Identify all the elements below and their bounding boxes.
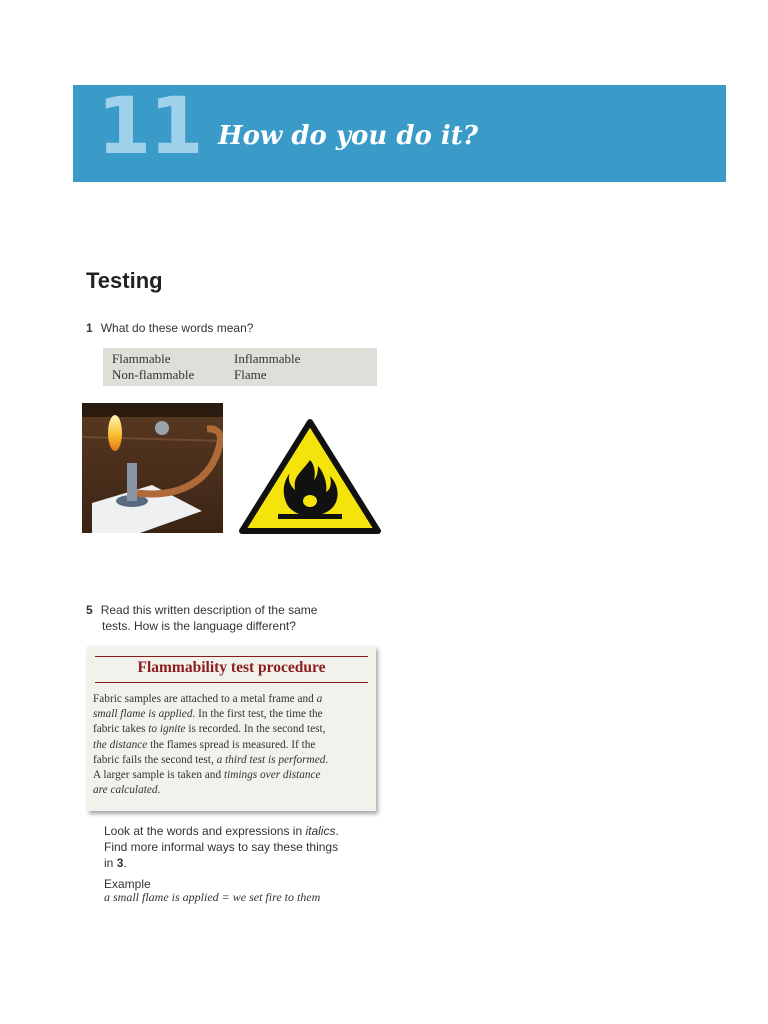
instruction-line: in 3. — [104, 856, 127, 870]
chapter-banner — [73, 82, 726, 182]
card-line: A larger sample is taken and timings over distance — [93, 769, 321, 782]
question-5 — [86, 603, 317, 633]
card-line: Fabric samples are attached to a metal frame and a — [93, 693, 323, 705]
word-item: Non-flammable — [112, 367, 195, 382]
chapter-number: 11 — [97, 82, 202, 172]
question-text-line: tests. How is the language different? — [102, 619, 296, 633]
bunsen-burner-photo — [82, 403, 223, 533]
word-item: Flammable — [112, 351, 171, 366]
word-box — [103, 348, 377, 386]
question-text-line: Read this written description of the same — [100, 603, 318, 617]
example-label: Example — [104, 877, 151, 891]
card-body — [93, 692, 371, 798]
chapter-title: How do you do it? — [218, 121, 479, 151]
card-line: the distance the flames spread is measured. If the — [93, 738, 316, 751]
procedure-card — [87, 646, 376, 811]
card-title: Flammability test procedure — [95, 656, 368, 683]
section-heading: Testing — [86, 268, 163, 293]
card-line: small flame is applied. In the first test, the time the — [93, 708, 323, 721]
flammable-hazard-icon — [238, 418, 382, 541]
card-line: fabric takes to ignite is recorded. In the second test, — [93, 723, 326, 736]
instructions — [104, 823, 339, 871]
example-text: a small flame is applied = we set fire to them — [104, 890, 321, 904]
question-number: 5 — [86, 603, 93, 617]
instruction-line: Look at the words and expressions in italics. — [104, 824, 339, 838]
question-1 — [86, 321, 253, 335]
word-item: Inflammable — [234, 351, 301, 366]
word-item: Flame — [234, 367, 267, 382]
question-number: 1 — [86, 321, 93, 335]
question-text: What do these words mean? — [100, 321, 254, 335]
card-line: fabric fails the second test, a third test is performed. — [93, 753, 329, 766]
card-line: are calculated. — [93, 784, 161, 797]
instruction-line: Find more informal ways to say these things — [104, 840, 339, 854]
